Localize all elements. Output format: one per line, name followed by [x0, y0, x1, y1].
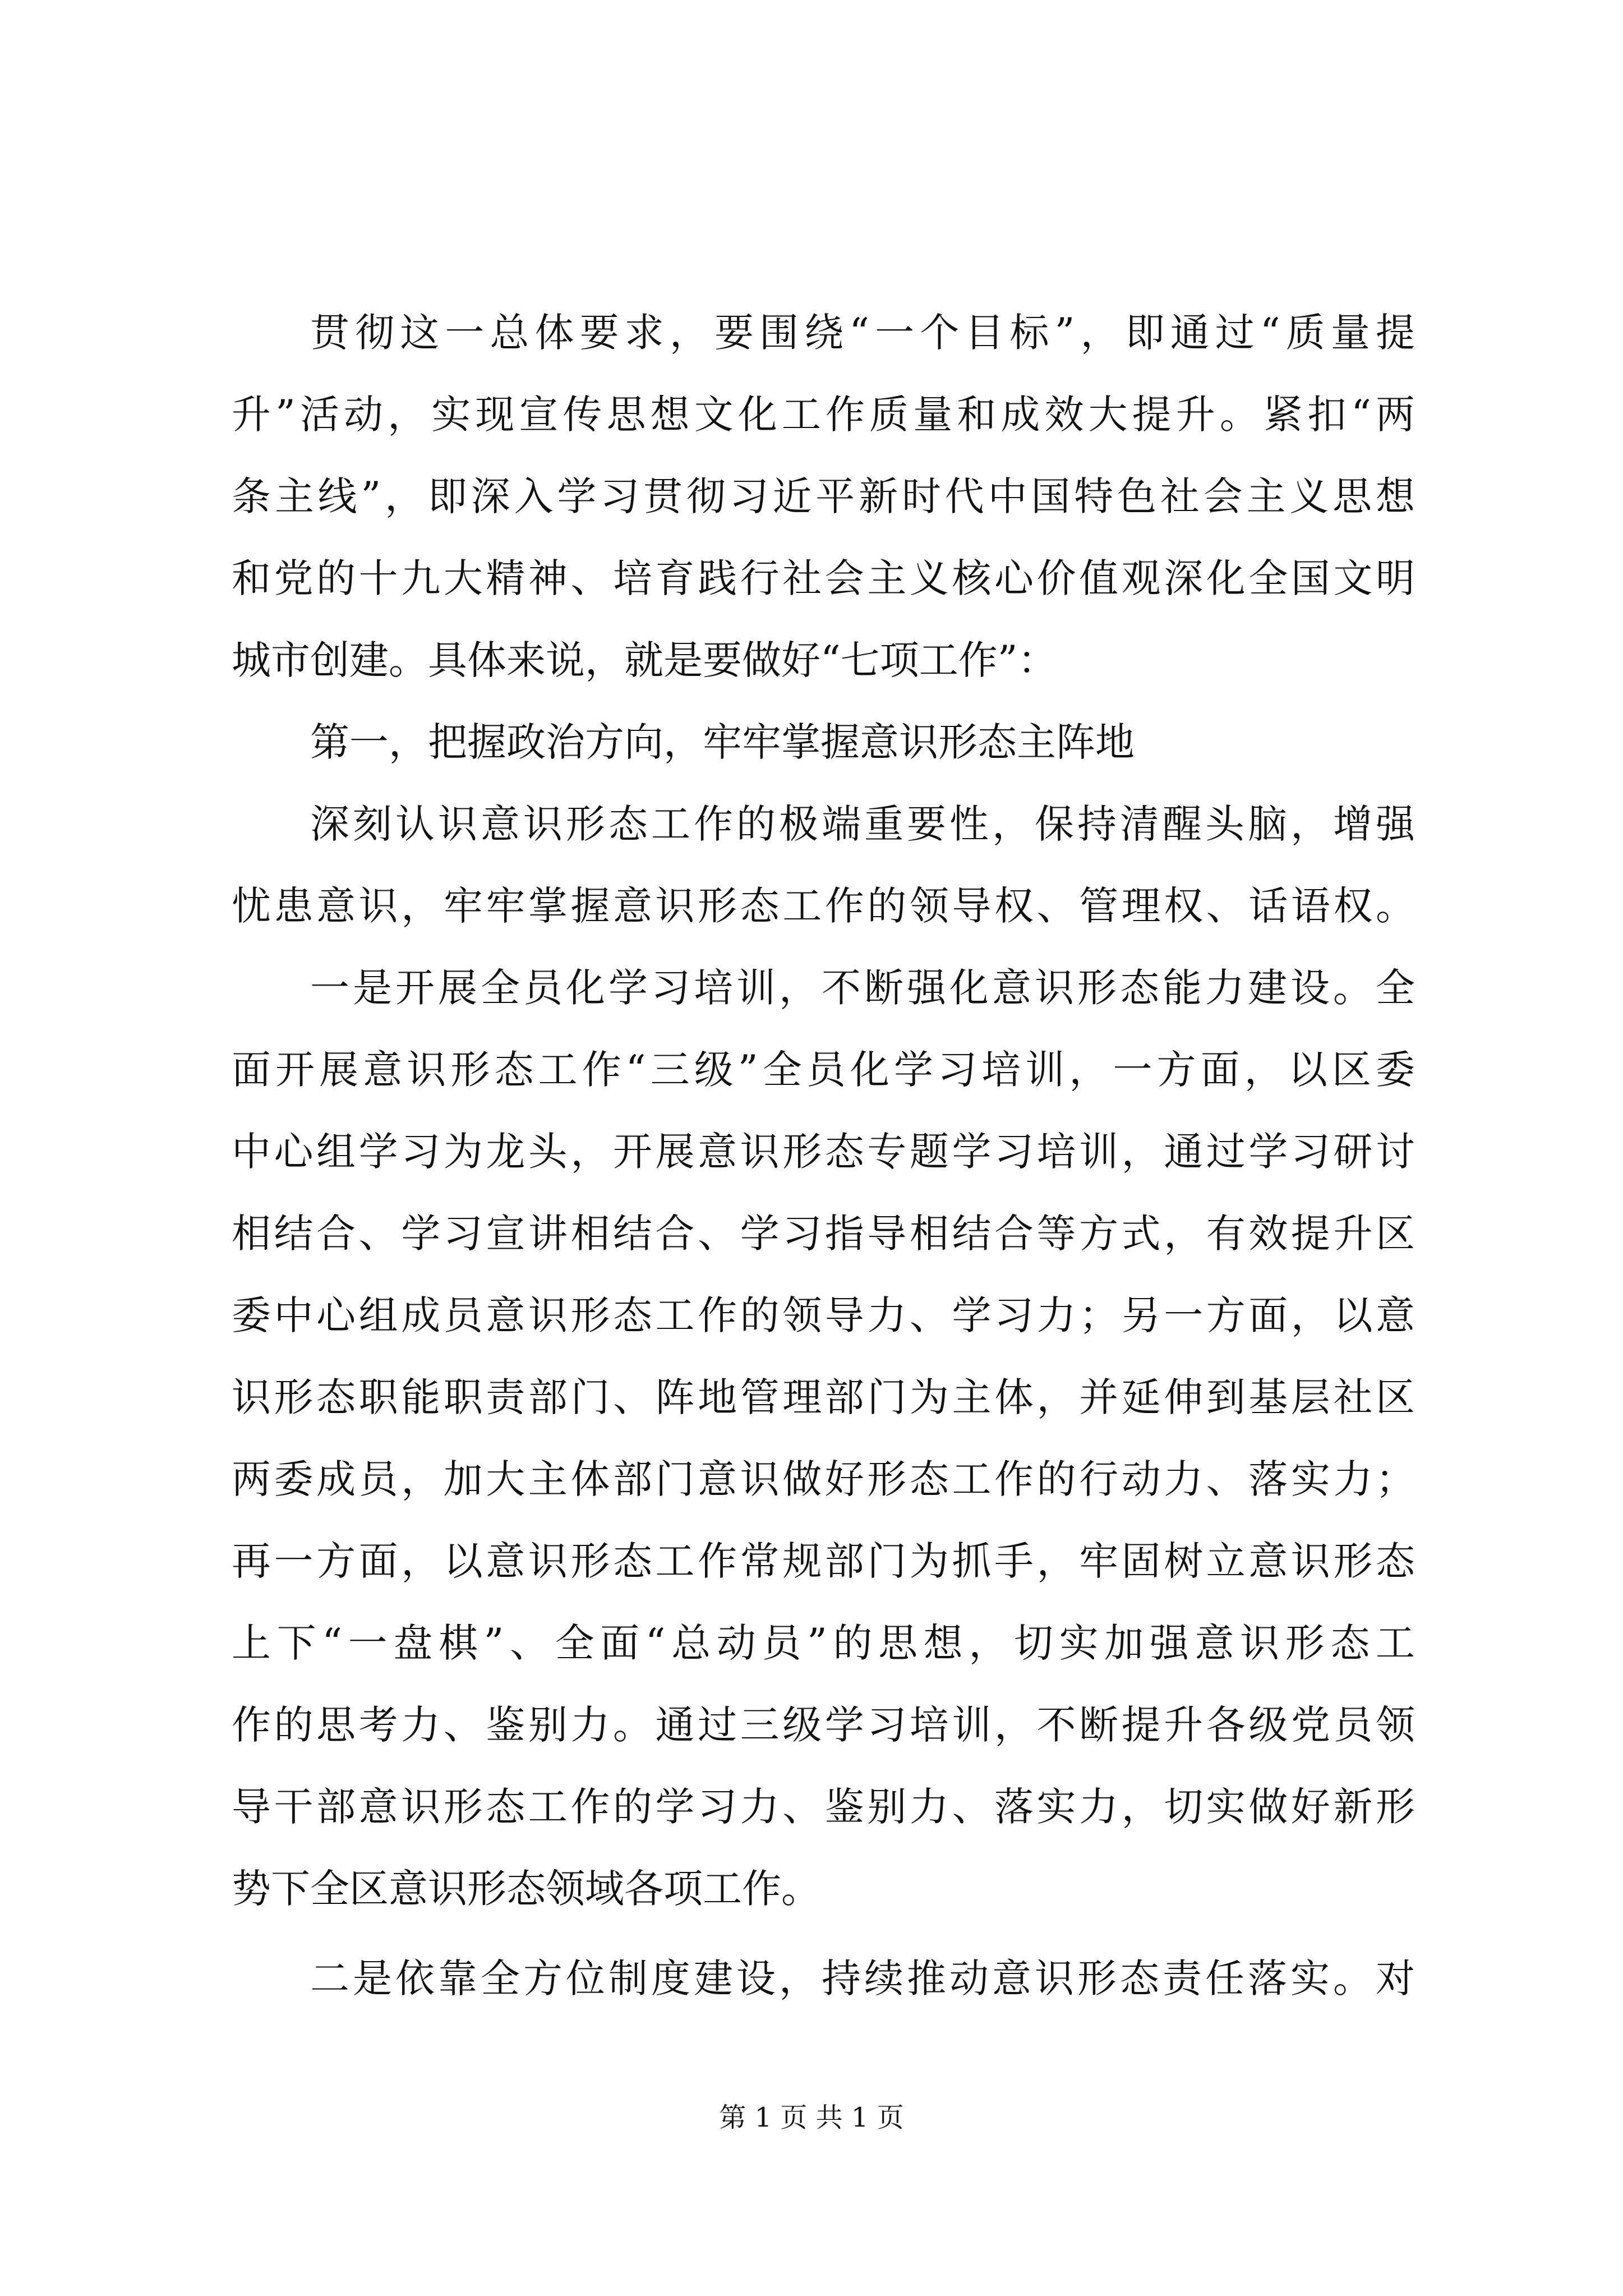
paragraph-line: 上下“一盘棋”、全面“总动员”的思想，切实加强意识形态工 [232, 1620, 1415, 1666]
paragraph-line: 升”活动，实现宣传思想文化工作质量和成效大提升。紧扣“两 [232, 392, 1415, 438]
paragraph-line: 识形态职能职责部门、阵地管理部门为主体，并延伸到基层社区 [232, 1374, 1415, 1420]
paragraph-line: 和党的十九大精神、培育践行社会主义核心价值观深化全国文明 [232, 555, 1415, 601]
paragraph-line: 一是开展全员化学习培训，不断强化意识形态能力建设。全 [310, 965, 1415, 1011]
paragraph-gap [232, 1930, 1415, 1938]
page-number-footer: 第 1 页 共 1 页 [719, 2102, 904, 2133]
paragraph-line: 贯彻这一总体要求，要围绕“一个目标”，即通过“质量提 [310, 310, 1415, 356]
paragraph-line: 面开展意识形态工作“三级”全员化学习培训，一方面，以区委 [232, 1047, 1415, 1093]
paragraph-line: 城市创建。具体来说，就是要做好“七项工作”： [232, 637, 1057, 683]
paragraph-line: 相结合、学习宣讲相结合、学习指导相结合等方式，有效提升区 [232, 1211, 1415, 1257]
paragraph-line: 作的思考力、鉴别力。通过三级学习培训，不断提升各级党员领 [232, 1702, 1415, 1748]
paragraph-line: 势下全区意识形态领域各项工作。 [232, 1866, 820, 1912]
paragraph-line: 两委成员，加大主体部门意识做好形态工作的行动力、落实力； [232, 1456, 1415, 1502]
paragraph-line: 条主线”，即深入学习贯彻习近平新时代中国特色社会主义思想 [232, 473, 1415, 519]
paragraph-line: 导干部意识形态工作的学习力、鉴别力、落实力，切实做好新形 [232, 1784, 1415, 1830]
paragraph-line: 深刻认识意识形态工作的极端重要性，保持清醒头脑，增强 [310, 801, 1415, 847]
paragraph-line: 忧患意识，牢牢掌握意识形态工作的领导权、管理权、话语权。 [232, 883, 1415, 929]
paragraph-line: 委中心组成员意识形态工作的领导力、学习力；另一方面，以意 [232, 1292, 1415, 1338]
paragraph-line: 二是依靠全方位制度建设，持续推动意识形态责任落实。对 [310, 1955, 1415, 2001]
paragraph-line: 中心组学习为龙头，开展意识形态专题学习培训，通过学习研讨 [232, 1129, 1415, 1175]
section-heading: 第一，把握政治方向，牢牢掌握意识形态主阵地 [310, 719, 1135, 765]
paragraph-line: 再一方面，以意识形态工作常规部门为抓手，牢固树立意识形态 [232, 1538, 1415, 1584]
document-body [232, 292, 1415, 2019]
